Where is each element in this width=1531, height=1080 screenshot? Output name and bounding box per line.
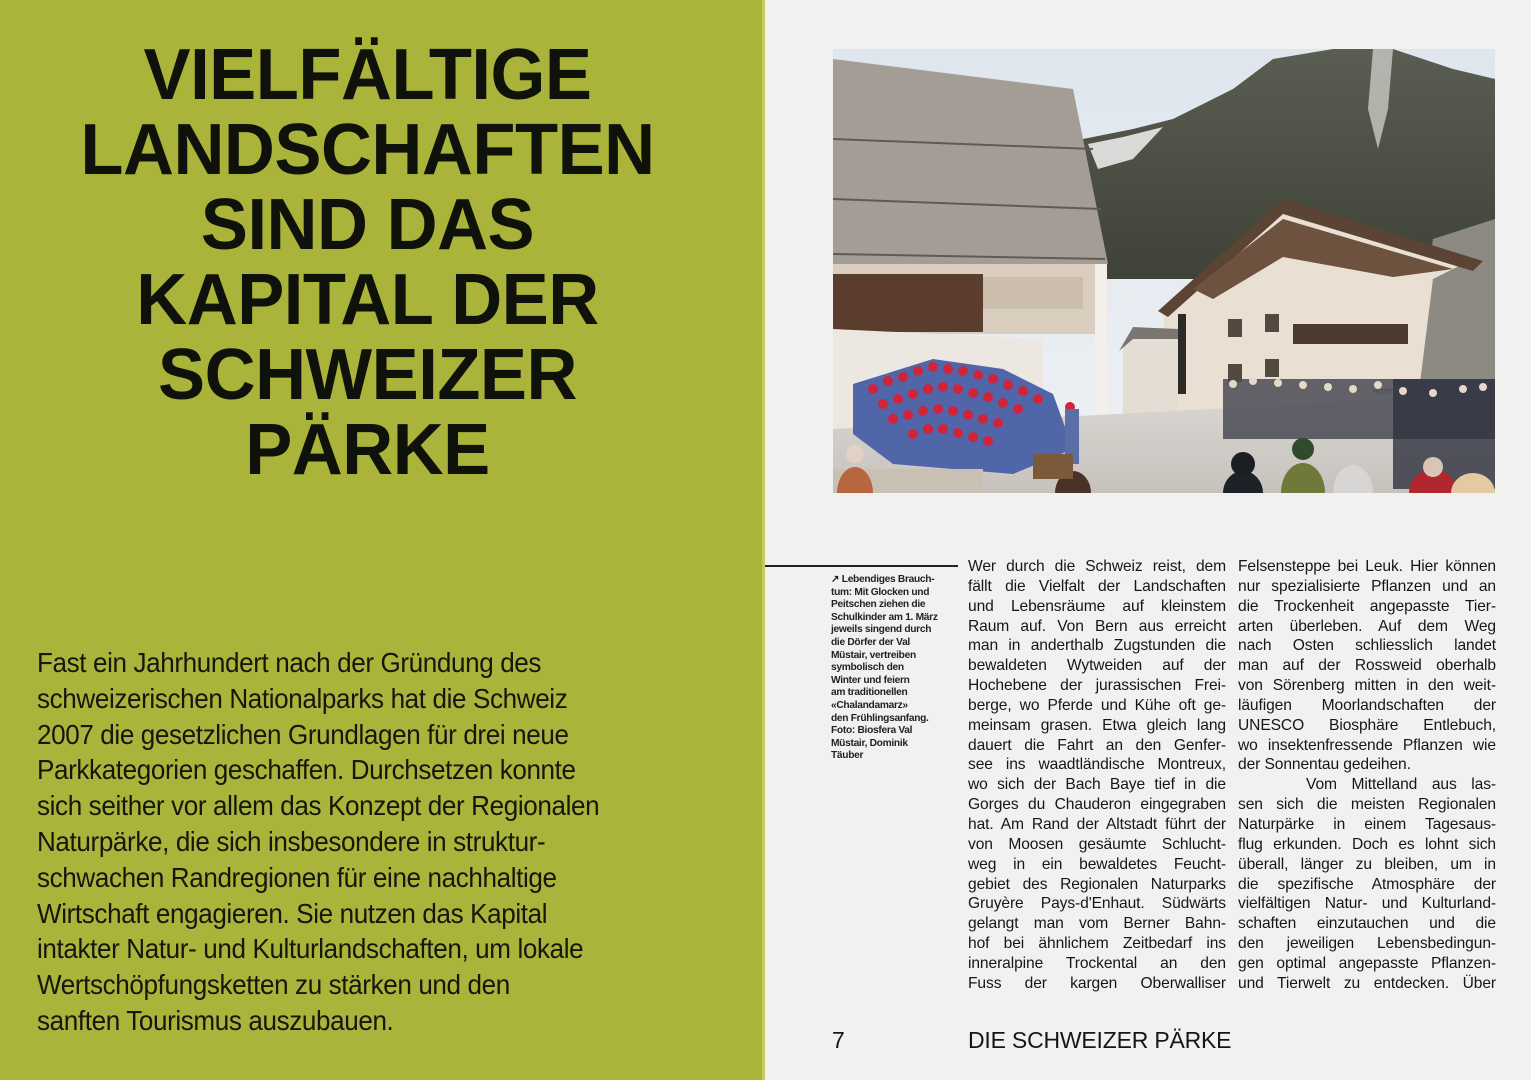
caption-line: jeweils singend durch	[831, 624, 932, 636]
body-line: gebiet des Regionalen Naturparks	[968, 875, 1226, 893]
right-page	[765, 0, 1531, 1080]
intro-paragraph	[37, 645, 727, 1039]
caption-line: Müstair, Dominik	[831, 737, 908, 749]
intro-line: Wertschöpfungsketten zu stärken und den	[37, 969, 510, 1001]
body-line: nur spezialisierte Pflanzen und an	[1238, 577, 1496, 595]
body-line: gen optimal angepasste Pflanzen-	[1238, 954, 1496, 972]
headline-line: LANDSCHAFTEN	[80, 110, 655, 190]
caption-line: die Dörfer der Val	[831, 636, 910, 648]
running-title: DIE SCHWEIZER PÄRKE	[968, 1027, 1232, 1053]
body-line: und Tierwelt zu entdecken. Über	[1238, 974, 1496, 992]
body-line: fällt die Vielfalt der Landschaften	[968, 577, 1226, 595]
caption-line: Müstair, vertreiben	[831, 649, 916, 661]
body-line: wo insektenfressende Pflanzen wie	[1238, 736, 1496, 754]
caption-rule	[765, 565, 958, 567]
body-line: schaften einzutauchen und die	[1238, 915, 1496, 933]
caption-line: ↗ Lebendiges Brauch-	[831, 574, 935, 585]
body-line: weg in ein bewaldetes Feucht-	[968, 855, 1226, 873]
body-line: flug erkunden. Doch es lohnt sich	[1238, 835, 1496, 853]
photo-caption	[831, 574, 951, 763]
body-line: inneralpine Trockental an den	[968, 954, 1226, 972]
body-line: wo sich der Bach Baye tief in die	[968, 776, 1226, 794]
body-line: arten überleben. Auf dem Weg	[1238, 617, 1496, 635]
body-line: man in anderthalb Zugstunden die	[968, 637, 1226, 655]
caption-line: Täuber	[831, 750, 864, 762]
body-line: bewaldeten Wytweiden auf der	[968, 657, 1226, 675]
headline	[7, 35, 727, 490]
body-line: berge, wo Pferde und Kühe oft ge-	[968, 696, 1226, 714]
intro-line: sich seither vor allem das Konzept der Regionalen	[37, 790, 600, 822]
body-line: von Moosen gesäumte Schlucht-	[968, 835, 1226, 853]
body-line: dauert die Fahrt an den Genfer-	[968, 736, 1226, 754]
body-line: nach Osten schliesslich landet	[1238, 637, 1496, 655]
body-line: und Lebensräume auf kleinstem	[968, 597, 1226, 615]
body-line: gelangt man vom Berner Bahn-	[968, 915, 1226, 933]
body-line: die Trockenheit angepasste Tier-	[1238, 597, 1496, 615]
headline-line: KAPITAL DER	[136, 260, 599, 340]
caption-line: den Frühlingsanfang.	[831, 712, 929, 724]
headline-line: SCHWEIZER	[158, 335, 577, 415]
headline-line: PÄRKE	[245, 410, 490, 490]
body-line: hof bei ähnlichem Zeitbedarf ins	[968, 935, 1226, 953]
caption-line: Foto: Biosfera Val	[831, 725, 913, 737]
body-line: meinsam grasen. Etwa gleich lang	[968, 716, 1226, 734]
caption-line: Winter und feiern	[831, 674, 910, 686]
left-page	[0, 0, 765, 1080]
caption-line: symbolisch den	[831, 662, 904, 674]
caption-line: tum: Mit Glocken und	[831, 586, 930, 598]
headline-line: VIELFÄLTIGE	[143, 35, 592, 115]
body-line: sen sich die meisten Regionalen	[1238, 796, 1496, 814]
intro-line: Parkkategorien geschaffen. Durchsetzen konnte	[37, 754, 576, 786]
intro-line: sanften Tourismus auszubauen.	[37, 1004, 394, 1036]
body-line: UNESCO Biosphäre Entlebuch,	[1238, 716, 1496, 734]
body-line: Vom Mittelland aus las-	[1306, 776, 1496, 794]
caption-line: «Chalandamarz»	[831, 699, 908, 711]
body-line: den jeweiligen Lebensbedingun-	[1238, 935, 1496, 953]
caption-line: Schulkinder am 1. März	[831, 611, 938, 623]
intro-line: Naturpärke, die sich insbesondere in struktur-	[37, 825, 546, 857]
photo-illustration	[833, 49, 1495, 493]
intro-line: intakter Natur- und Kulturlandschaften, um lokale	[37, 933, 584, 965]
headline-line: SIND DAS	[200, 185, 535, 265]
intro-line: 2007 die gesetzlichen Grundlagen für drei neue	[37, 718, 569, 750]
body-column-1	[968, 557, 1226, 994]
body-column-2	[1238, 557, 1496, 994]
body-line: Raum auf. Von Bern aus erreicht	[968, 617, 1226, 635]
body-line: man auf der Rossweid oberhalb	[1238, 657, 1496, 675]
body-line: hat. Am Rand der Altstadt führt der	[968, 815, 1226, 833]
body-line: Hochebene der jurassischen Frei-	[968, 677, 1226, 695]
intro-line: Fast ein Jahrhundert nach der Gründung des	[37, 647, 542, 678]
page-number: 7	[832, 1027, 845, 1053]
body-line: Fuss der kargen Oberwalliser	[968, 974, 1226, 992]
chalandamarz-photo	[833, 49, 1495, 493]
body-line: Gorges du Chauderon eingegraben	[968, 796, 1226, 814]
body-line: läufigen Moorlandschaften der	[1238, 696, 1496, 714]
body-line: die spezifische Atmosphäre der	[1238, 875, 1496, 893]
body-line: Gruyère Pays-d'Enhaut. Südwärts	[968, 895, 1226, 913]
intro-line: Wirtschaft engagieren. Sie nutzen das Kapital	[37, 897, 548, 929]
body-line: Felsensteppe bei Leuk. Hier können	[1238, 558, 1496, 575]
caption-line: am traditionellen	[831, 687, 908, 699]
intro-line: schweizerischen Nationalparks hat die Schweiz	[37, 682, 568, 714]
body-line: Naturpärke in einem Tagesaus-	[1238, 815, 1496, 833]
body-line: vielfältigen Natur- und Kulturland-	[1238, 895, 1496, 913]
body-line: der Sonnentau gedeihen.	[1238, 756, 1411, 774]
body-line: überall, länger zu bleiben, um in	[1238, 855, 1496, 873]
caption-line: Peitschen ziehen die	[831, 599, 926, 611]
body-line: Wer durch die Schweiz reist, dem	[968, 558, 1226, 575]
intro-line: schwachen Randregionen für eine nachhaltige	[37, 861, 557, 893]
body-line: see ins waadtländische Montreux,	[968, 756, 1226, 774]
body-line: von Sörenberg mitten in den weit-	[1238, 677, 1496, 695]
